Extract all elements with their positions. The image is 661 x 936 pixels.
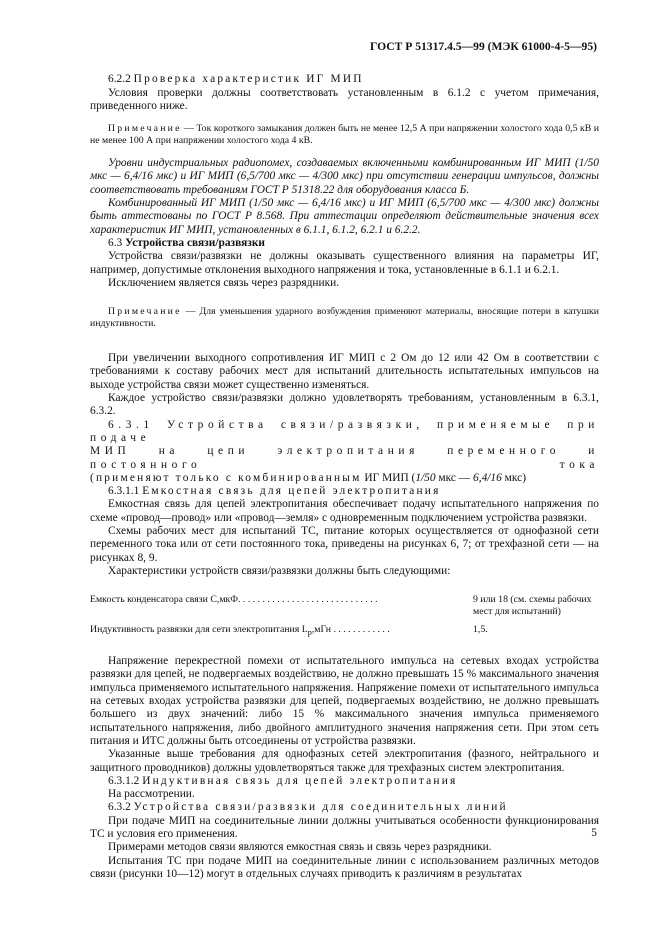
spec-label: Емкость конденсатора связи С,мкФ. . . . . . . . . . . . . . . . . . . . . . . . . . . . . — [90, 594, 378, 606]
spec-value: 9 или 18 (см. схемы рабочих мест для испытаний) — [473, 594, 592, 618]
page-number: 5 — [591, 827, 597, 839]
section-number: 6.3 — [108, 236, 123, 249]
section-number: 6.3.1.1 — [108, 485, 140, 498]
note-text: — Для уменьшения ударного возбуждения применяют материалы, вносящие потери в катушки индуктивности. — [90, 306, 599, 330]
section-6-3-2-heading — [90, 801, 599, 814]
paragraph-three-phase: Указанные выше требования для однофазных сетей электропитания (фазного, нейтрального и защитного проводников) должны удовлетворяться также для трехфазных систем электропитания. — [90, 748, 599, 774]
section-6-3-2-text-2: Примерами методов связи являются емкостная связь и связь через разрядники. — [108, 841, 492, 854]
section-number: 6.3.1.2 — [108, 774, 140, 787]
section-6-3-1-line-2: МИП на цепи электропитания переменного и постоянного тока — [90, 445, 599, 471]
section-6-3-text-2: Исключением является связь через разрядники. — [108, 276, 340, 289]
paragraph-output-resistance: При увеличении выходного сопротивления ИГ МИП с 2 Ом до 12 или 42 Ом в соответствии с требованиями к составу рабочих мест для испытаний длительность испытательных импульсов на выходе устройства связи может существенно изменяться. — [90, 352, 599, 391]
italic-paragraph-2: Комбинированный ИГ МИП (1/50 мкс — 6,4/16 мкс) и ИГ МИП (6,5/700 мкс — 4/300 мкс) должны быть аттестованы по ГОСТ Р 8.568. При аттестации определяют действительные значения всех характеристик ИГ МИП, установленных в 6.1.1, 6.1.2, 6.2.1 и 6.2.2. — [90, 197, 599, 236]
note-text: — Ток короткого замыкания должен быть не менее 12,5 А при напряжении холостого хода 0,5 кВ и не менее 100 А при напряжении холостого хода 4 кВ. — [90, 123, 599, 147]
note-1 — [90, 123, 599, 147]
spec-value: 1,5. — [473, 624, 488, 636]
section-6-2-2-text: Условия проверки должны соответствовать установленным в 6.1.2 с учетом примечания, приведенного ниже. — [90, 86, 599, 112]
section-6-3-1-1-heading — [90, 485, 599, 498]
note-2 — [90, 306, 599, 330]
section-title: Устройства связи/развязки — [125, 236, 265, 249]
section-6-3-1-2-text: На рассмотрении. — [108, 788, 195, 801]
italic-paragraph-1: Уровни индустриальных радиопомех, создаваемых включенными комбинированным ИГ МИП (1/50 мкс — 6,4/16 мкс) и ИГ МИП (6,5/700 мкс — 4/300 мкс) при отсутствии генерации импульсов, должны соответствовать требованиям ГОСТ Р 51318.22 для оборудования класса Б. — [90, 157, 599, 196]
section-6-3-1-1-text-1: Емкостная связь для цепей электропитания обеспечивает подачу испытательного напряжения по схеме «провод—провод» или «провод—земля» с одновременным подключением устройства развязки. — [90, 498, 599, 524]
section-6-3-1-line-1: 6.3.1 Устройства связи/развязки, применяемые при подаче — [90, 418, 599, 444]
section-6-3-2-text-3: Испытания ТС при подаче МИП на соединительные линии с использованием различных методов связи (рисунки 10—12) могут в отдельных случаях приводить к различиям в результатах — [90, 854, 599, 880]
paragraph-requirements: Каждое устройство связи/развязки должно удовлетворять требованиям, установленным в 6.3.1, 6.3.2. — [90, 392, 599, 418]
section-title: Индуктивная связь для цепей электропитания — [142, 774, 458, 787]
section-6-3-1-line-3: (применяют только с комбинированным ИГ МИП (1/50 мкс — 6,4/16 мкс) — [90, 471, 526, 484]
section-6-3-2-text-1: При подаче МИП на соединительные линии должны учитываться особенности функционирования ТС и условия его применения. — [90, 814, 599, 841]
spec-row-inductance — [90, 624, 599, 639]
section-6-3-text-1: Устройства связи/развязки не должны оказывать существенного влияния на параметры ИГ, например, допустимые отклонения выходного напряжения и тока, установленные в 6.1.1 и 6.2.1. — [90, 250, 599, 276]
section-title: Устройства связи/развязки для соединительных линий — [133, 801, 508, 814]
spec-label: Индуктивность развязки для сети электропитания $L_р,мГн$ . . . . . . . . . . . . — [90, 624, 390, 638]
paragraph-crosstalk: Напряжение перекрестной помехи от испытательного импульса на сетевых входах устройства развязки для цепей, не подвергаемых воздействию, не должно превышать 15 % максимального значения импульса применяемого испытательного напряжения. Напряжение помехи от испытательного импульса на сетевых входах устройства развязки для цепей, подвергаемых воздействию, не должно превышать большего из двух значений: либо 15 % максимального значения импульса применяемого испытательного напряжения, либо двойного амплитудного значения напряжения сети. При этом сеть питания и ИТС должны быть отсоединены от устройства развязки. — [90, 655, 599, 747]
spec-row-capacitance — [90, 594, 599, 618]
section-title: Проверка характеристик ИГ МИП — [133, 73, 364, 86]
section-number: 6.3.2 — [108, 801, 131, 814]
note-label: Примечание — [108, 306, 182, 318]
section-6-3-1-1-text-2: Схемы рабочих мест для испытаний ТС, питание которых осуществляется от однофазной сети переменного тока или от сети постоянного тока, приведены на рисунках 6, 7; от трехфазной сети — на рисунках 8, 9. — [90, 525, 599, 564]
section-6-3-1-1-text-3: Характеристики устройств связи/развязки должны быть следующими: — [108, 564, 451, 577]
note-label: Примечание — [108, 123, 182, 135]
section-6-3-1-2-heading — [90, 775, 599, 788]
standard-header: ГОСТ Р 51317.4.5—99 (МЭК 61000-4-5—95) — [369, 40, 597, 53]
section-6-3-heading — [90, 237, 599, 250]
section-number: 6.2.2 — [108, 73, 131, 86]
section-6-2-2-heading — [90, 73, 599, 86]
section-title: Емкостная связь для цепей электропитания — [142, 485, 441, 498]
